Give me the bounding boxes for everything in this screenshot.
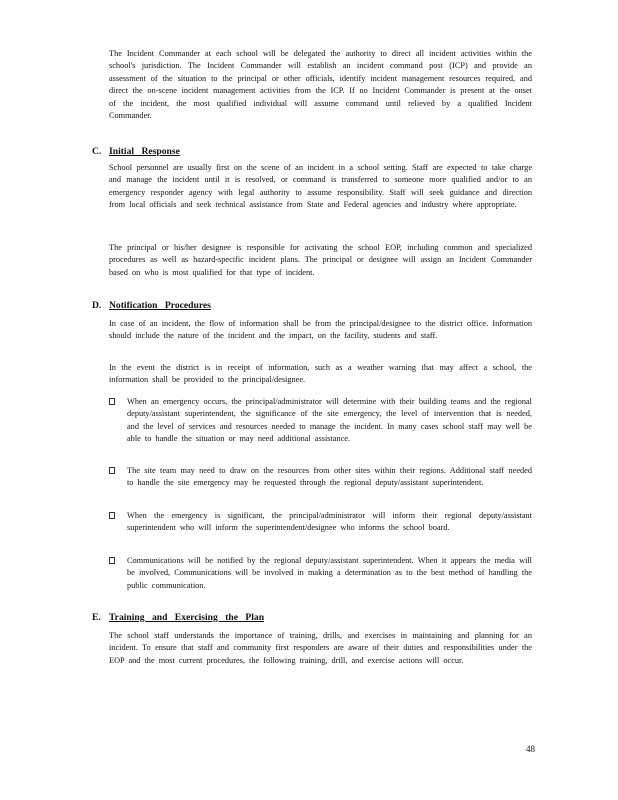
section-e-letter: E. (92, 612, 101, 623)
bullet-box-icon (109, 512, 115, 519)
list-item (109, 396, 532, 446)
section-c-heading (92, 146, 180, 158)
section-d-paragraph-2: In the event the district is in receipt of information, such as a weather warning that may affect a school, the information shall be provided to the principal/designee. (109, 363, 532, 385)
section-d-heading (92, 300, 211, 312)
section-c-title: Initial Response (109, 146, 180, 157)
page-number: 48 (526, 744, 535, 754)
section-d-paragraph-1: In case of an incident, the flow of information shall be from the principal/designee to the district office. Information should include the nature of the incident and the impact, on the facility, students and staff. (109, 319, 532, 341)
section-e-paragraph-1: The school staff understands the importance of training, drills, and exercises in maintaining and planning for an incident. To ensure that staff and community first responders are aware of their duties and responsibilities under the EOP and the most current procedures, the following training, drill, and exercise actions will occur. (109, 631, 532, 665)
list-item (109, 465, 532, 490)
bullet-box-icon (109, 398, 115, 405)
section-c-letter: C. (92, 146, 102, 157)
section-c-paragraph-2: The principal or his/her designee is responsible for activating the school EOP, including common and specialized procedures as well as hazard-specific incident plans. The principal or designee will assign an Incident Commander based on who is most qualified for that type of incident. (109, 243, 532, 277)
section-d-letter: D. (92, 300, 102, 311)
intro-paragraph: The Incident Commander at each school will be delegated the authority to direct all incident activities within the school's jurisdiction. The Incident Commander will establish an incident command post (ICP) and provide an assessment of the situation to the principal or other officials, identify incident management resources required, and direct the on-scene incident management activities from the ICP. If no Incident Commander is present at the onset of the incident, the most qualified individual will assume command until relieved by a qualified Incident Commander. (109, 49, 532, 121)
list-item (109, 510, 532, 535)
section-e-title: Training and Exercising the Plan (109, 612, 265, 623)
bullet-box-icon (109, 557, 115, 564)
list-item-text: When the emergency is significant, the principal/administrator will inform their regional deputy/assistant superintendent who will inform the superintendent/designee who informs the school board. (127, 511, 532, 533)
section-c-paragraph-1: School personnel are usually first on the scene of an incident in a school setting. Staff are expected to take charge and manage the incident until it is resolved, or command is transferred to someone more qualified and/or to an emergency responder agency with legal authority to assume responsibility. Staff will seek guidance and direction from local officials and seek technical assistance from State and Federal agencies and industry where appropriate. (109, 163, 532, 210)
list-item-text: The site team may need to draw on the resources from other sites within their regions. Additional staff needed to handle the site emergency may be requested through the regional deputy/assistant superintendent. (127, 466, 532, 488)
bullet-box-icon (109, 467, 115, 474)
section-e-heading (92, 612, 264, 624)
section-d-title: Notification Procedures (109, 300, 211, 311)
list-item-text: Communications will be notified by the regional deputy/assistant superintendent. When it appears the media will be involved, Communications will be involved in making a determination as to the best method of handling the public communication. (127, 556, 532, 590)
list-item (109, 555, 532, 592)
list-item-text: When an emergency occurs, the principal/administrator will determine with their building teams and the regional deputy/assistant superintendent, the significance of the site emergency, the level of intervention that is needed, and the level of services and resources needed to manage the incident. In many cases school staff may well be able to handle the situation or may need additional assistance. (127, 397, 532, 444)
